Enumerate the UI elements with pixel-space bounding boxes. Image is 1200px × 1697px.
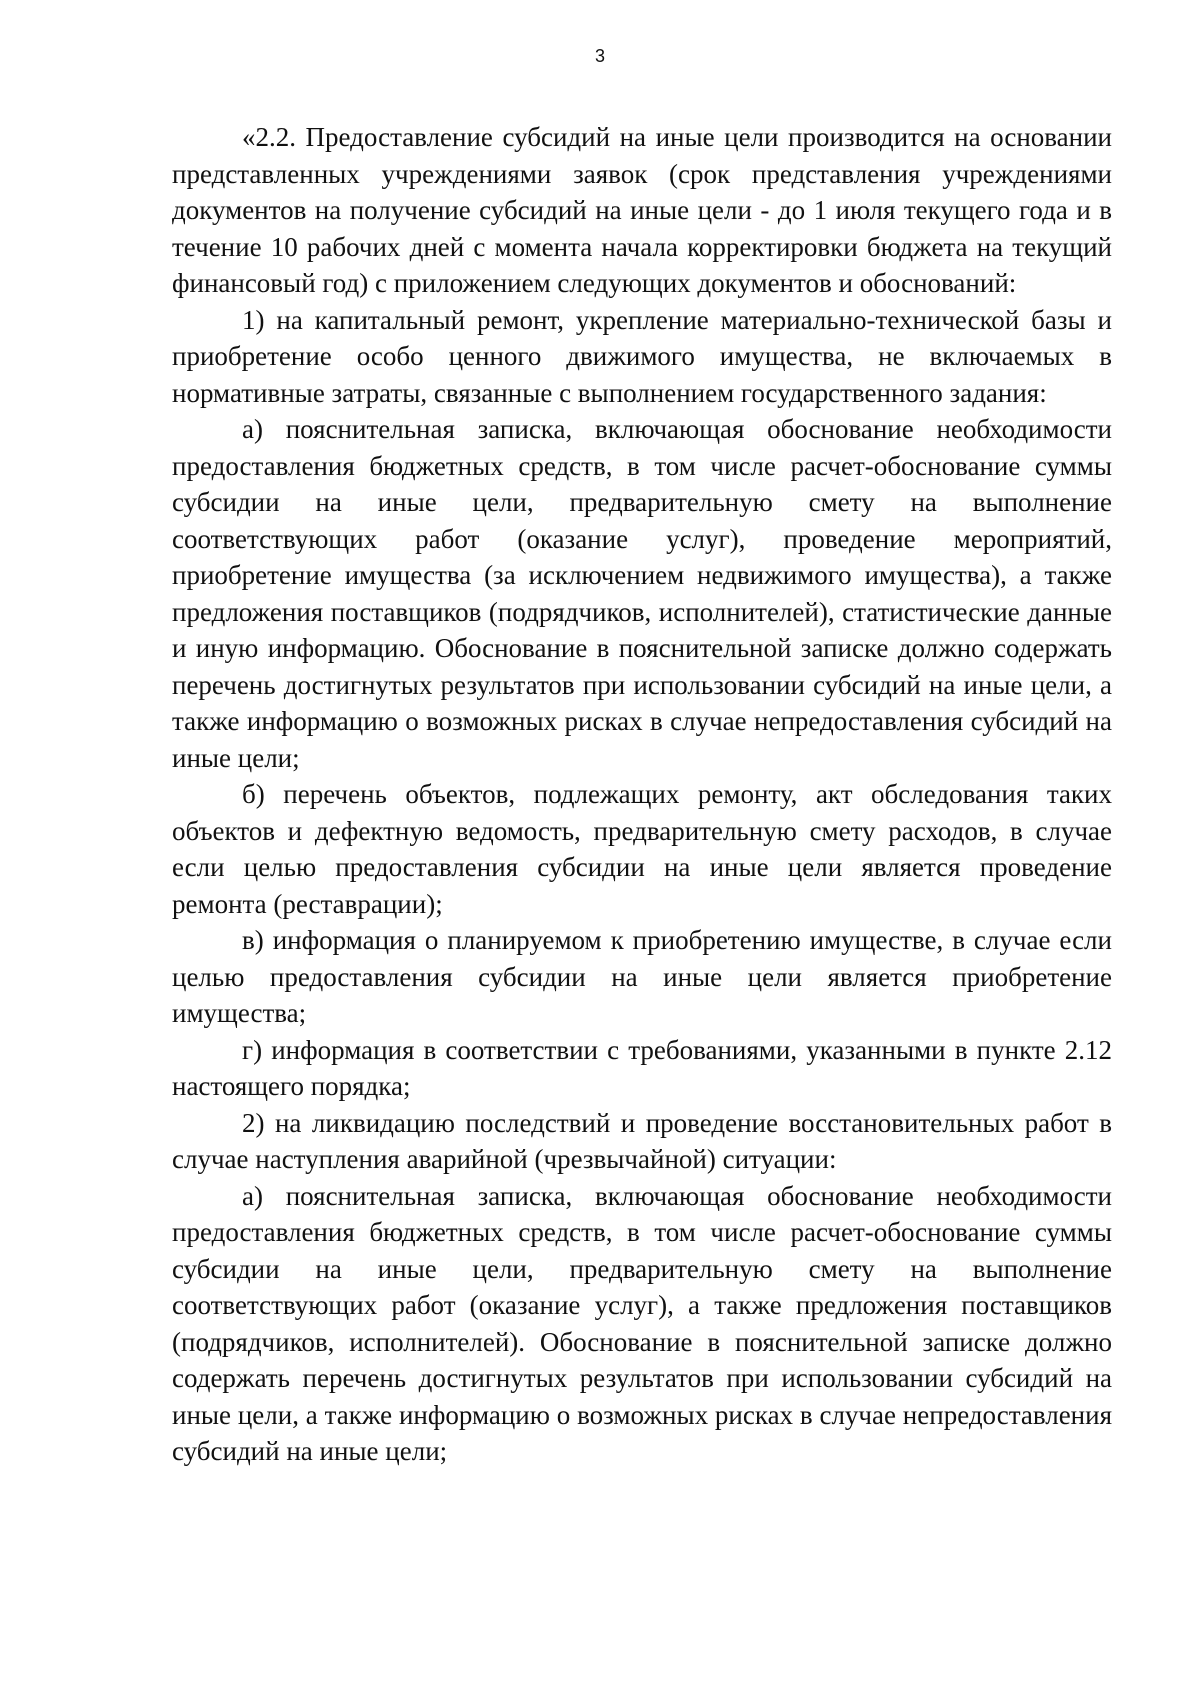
paragraph-item-1: 1) на капитальный ремонт, укрепление материально-технической базы и приобретение особо ценного движимого имущества, не включаемых в нормативные затраты, связанные с выполнением государственного задания: — [172, 304, 1112, 408]
paragraph-item-1a: а) пояснительная записка, включающая обоснование необходимости предоставления бюджетных средств, в том числе расчет-обоснование суммы субсидии на иные цели, предварительную смету на выполнение соответствующих работ (оказание услуг), проведение мероприятий, приобретение имущества (за исключением недвижимого имущества), а также предложения поставщиков (подрядчиков, исполнителей), статистические данные и иную информацию. Обоснование в пояснительной записке должно содержать перечень достигнутых результатов при использовании субсидий на иные цели, а также информацию о возможных рисках в случае непредоставления субсидий на иные цели; — [172, 414, 1112, 773]
paragraph-item-2a: а) пояснительная записка, включающая обоснование необходимости предоставления бюджетных средств, в том числе расчет-обоснование суммы субсидии на иные цели, предварительную смету на выполнение соответствующих работ (оказание услуг), а также предложения поставщиков (подрядчиков, исполнителей). Обоснование в пояснительной записке должно содержать перечень достигнутых результатов при использовании субсидий на иные цели, а также информацию о возможных рисках в случае непредоставления субсидий на иные цели; — [172, 1180, 1112, 1466]
page-number: 3 — [594, 46, 605, 66]
paragraph-item-1g: г) информация в соответствии с требованиями, указанными в пункте 2.12 настоящего порядка; — [172, 1034, 1112, 1101]
paragraph-item-1v: в) информация о планируемом к приобретению имуществе, в случае если целью предоставления субсидии на иные цели является приобретение имущества; — [172, 925, 1112, 1028]
document-body — [172, 119, 1112, 1470]
paragraph-2-2-intro: «2.2. Предоставление субсидий на иные цели производится на основании представленных учреждениями заявок (срок представления учреждениями документов на получение субсидий на иные цели - до 1 июля текущего года и в течение 10 рабочих дней с момента начала корректировки бюджета на текущий финансовый год) с приложением следующих документов и обоснований: — [172, 122, 1112, 298]
paragraph-item-2: 2) на ликвидацию последствий и проведение восстановительных работ в случае наступления аварийной (чрезвычайной) ситуации: — [172, 1107, 1112, 1174]
paragraph-item-1b: б) перечень объектов, подлежащих ремонту, акт обследования таких объектов и дефектную ведомость, предварительную смету расходов, в случае если целью предоставления субсидии на иные цели является проведение ремонта (реставрации); — [172, 779, 1112, 919]
